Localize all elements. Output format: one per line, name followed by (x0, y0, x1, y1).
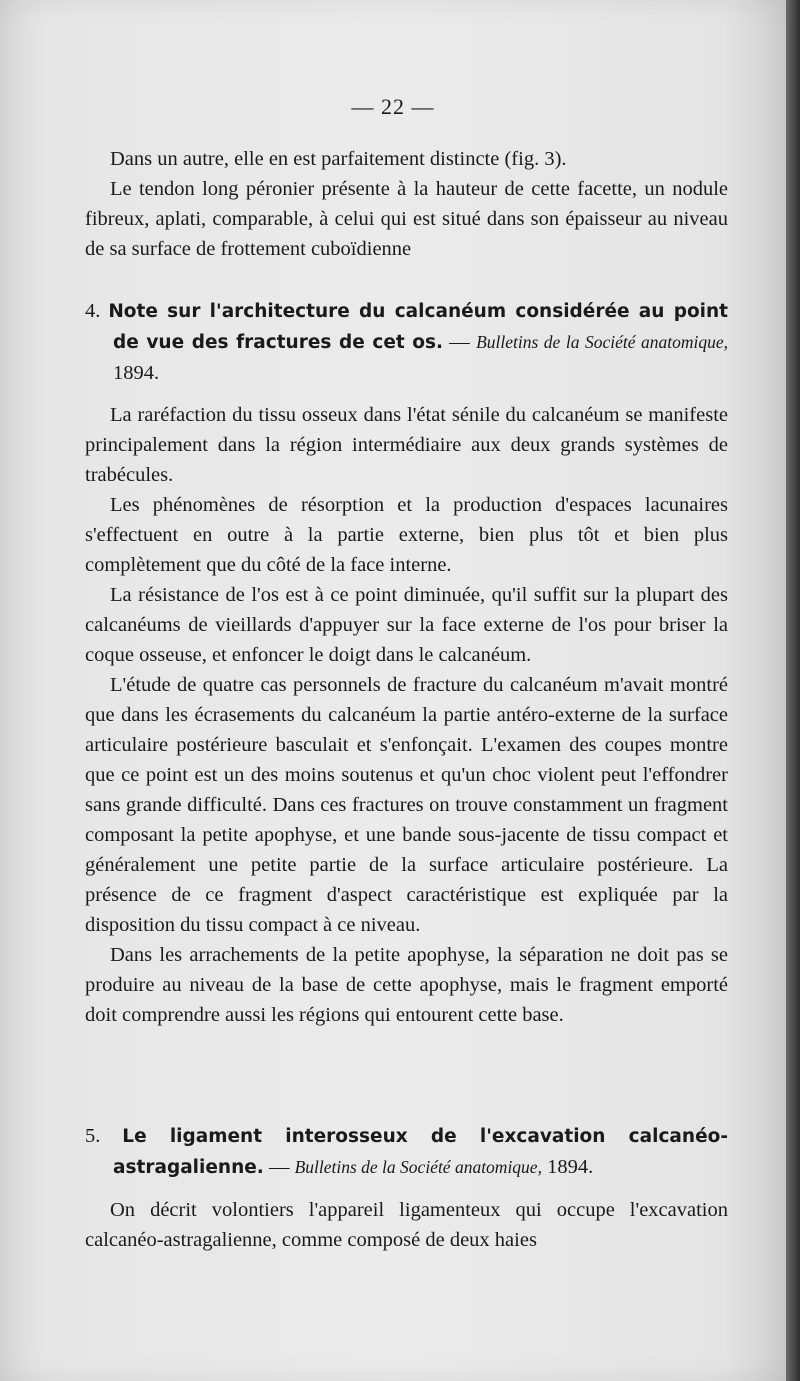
section-4-number: 4. (85, 300, 101, 322)
section-5-dash: — (263, 1156, 295, 1178)
page-number: — 22 — (351, 94, 435, 119)
section-4-heading (85, 296, 728, 388)
intro-paragraph-2: Le tendon long péronier présente à la hauteur de cette facette, un nodule fibreux, aplati, comparable, à celui qui est situé dans son épaisseur au niveau de sa surface de frottement cuboïdienne (85, 178, 728, 260)
section-5-year: 1894. (541, 1156, 594, 1178)
section-4-paragraph: L'étude de quatre cas personnels de fracture du calcanéum m'avait montré que dans les écrasements du calcanéum la partie antéro-externe de la surface articulaire postérieure basculait et s'enfonçait. L'examen des coupes montre que ce point est un des moins soutenus et qu'un choc violent peut l'effondrer sans grande difficulté. Dans ces fractures on trouve constamment un fragment composant la petite apophyse, et une bande sous-jacente de tissu compact et généralement une petite partie de la surface articulaire postérieure. La présence de ce fragment d'aspect caractéristique est expliquée par la disposition du tissu compact à ce niveau. (85, 674, 728, 936)
page-edge (786, 0, 800, 1381)
section-4-paragraph: La raréfaction du tissu osseux dans l'état sénile du calcanéum se manifeste principalement dans la région intermédiaire aux deux grands systèmes de trabécules. (85, 404, 728, 486)
section-4 (85, 296, 728, 1030)
section-5-heading (85, 1121, 728, 1183)
intro-paragraph-1: Dans un autre, elle en est parfaitement distincte (fig. 3). (110, 148, 567, 170)
section-4-source: Bulletins de la Société anatomique, (476, 332, 728, 352)
section-5-source: Bulletins de la Société anatomique, (294, 1157, 542, 1177)
section-4-paragraph: La résistance de l'os est à ce point diminuée, qu'il suffit sur la plupart des calcanéums de vieillards d'appuyer sur la face externe de l'os pour briser la coque osseuse, et enfoncer le doigt dans le calcanéum. (85, 584, 728, 666)
section-4-paragraph: Les phénomènes de résorption et la production d'espaces lacunaires s'effectuent en outre à la partie externe, bien plus tôt et bien plus complètement que du côté de la face interne. (85, 494, 728, 576)
section-4-dash: — (443, 331, 477, 353)
section-4-year: 1894. (113, 362, 160, 384)
intro-block (85, 144, 728, 264)
section-5 (85, 1121, 728, 1255)
section-5-title: Le ligament interosseux de l'excavation calcanéo-astragalienne. (113, 1126, 728, 1178)
section-4-title: Note sur l'architecture du calcanéum considérée au point de vue des fractures de cet os. (108, 301, 729, 353)
section-5-number: 5. (85, 1125, 101, 1147)
section-5-paragraph: On décrit volontiers l'appareil ligamenteux qui occupe l'excavation calcanéo-astragalienne, comme composé de deux haies (85, 1199, 728, 1251)
section-4-paragraph: Dans les arrachements de la petite apophyse, la séparation ne doit pas se produire au niveau de la base de cette apophyse, mais le fragment emporté doit comprendre aussi les régions qui entourent cette base. (85, 944, 728, 1026)
